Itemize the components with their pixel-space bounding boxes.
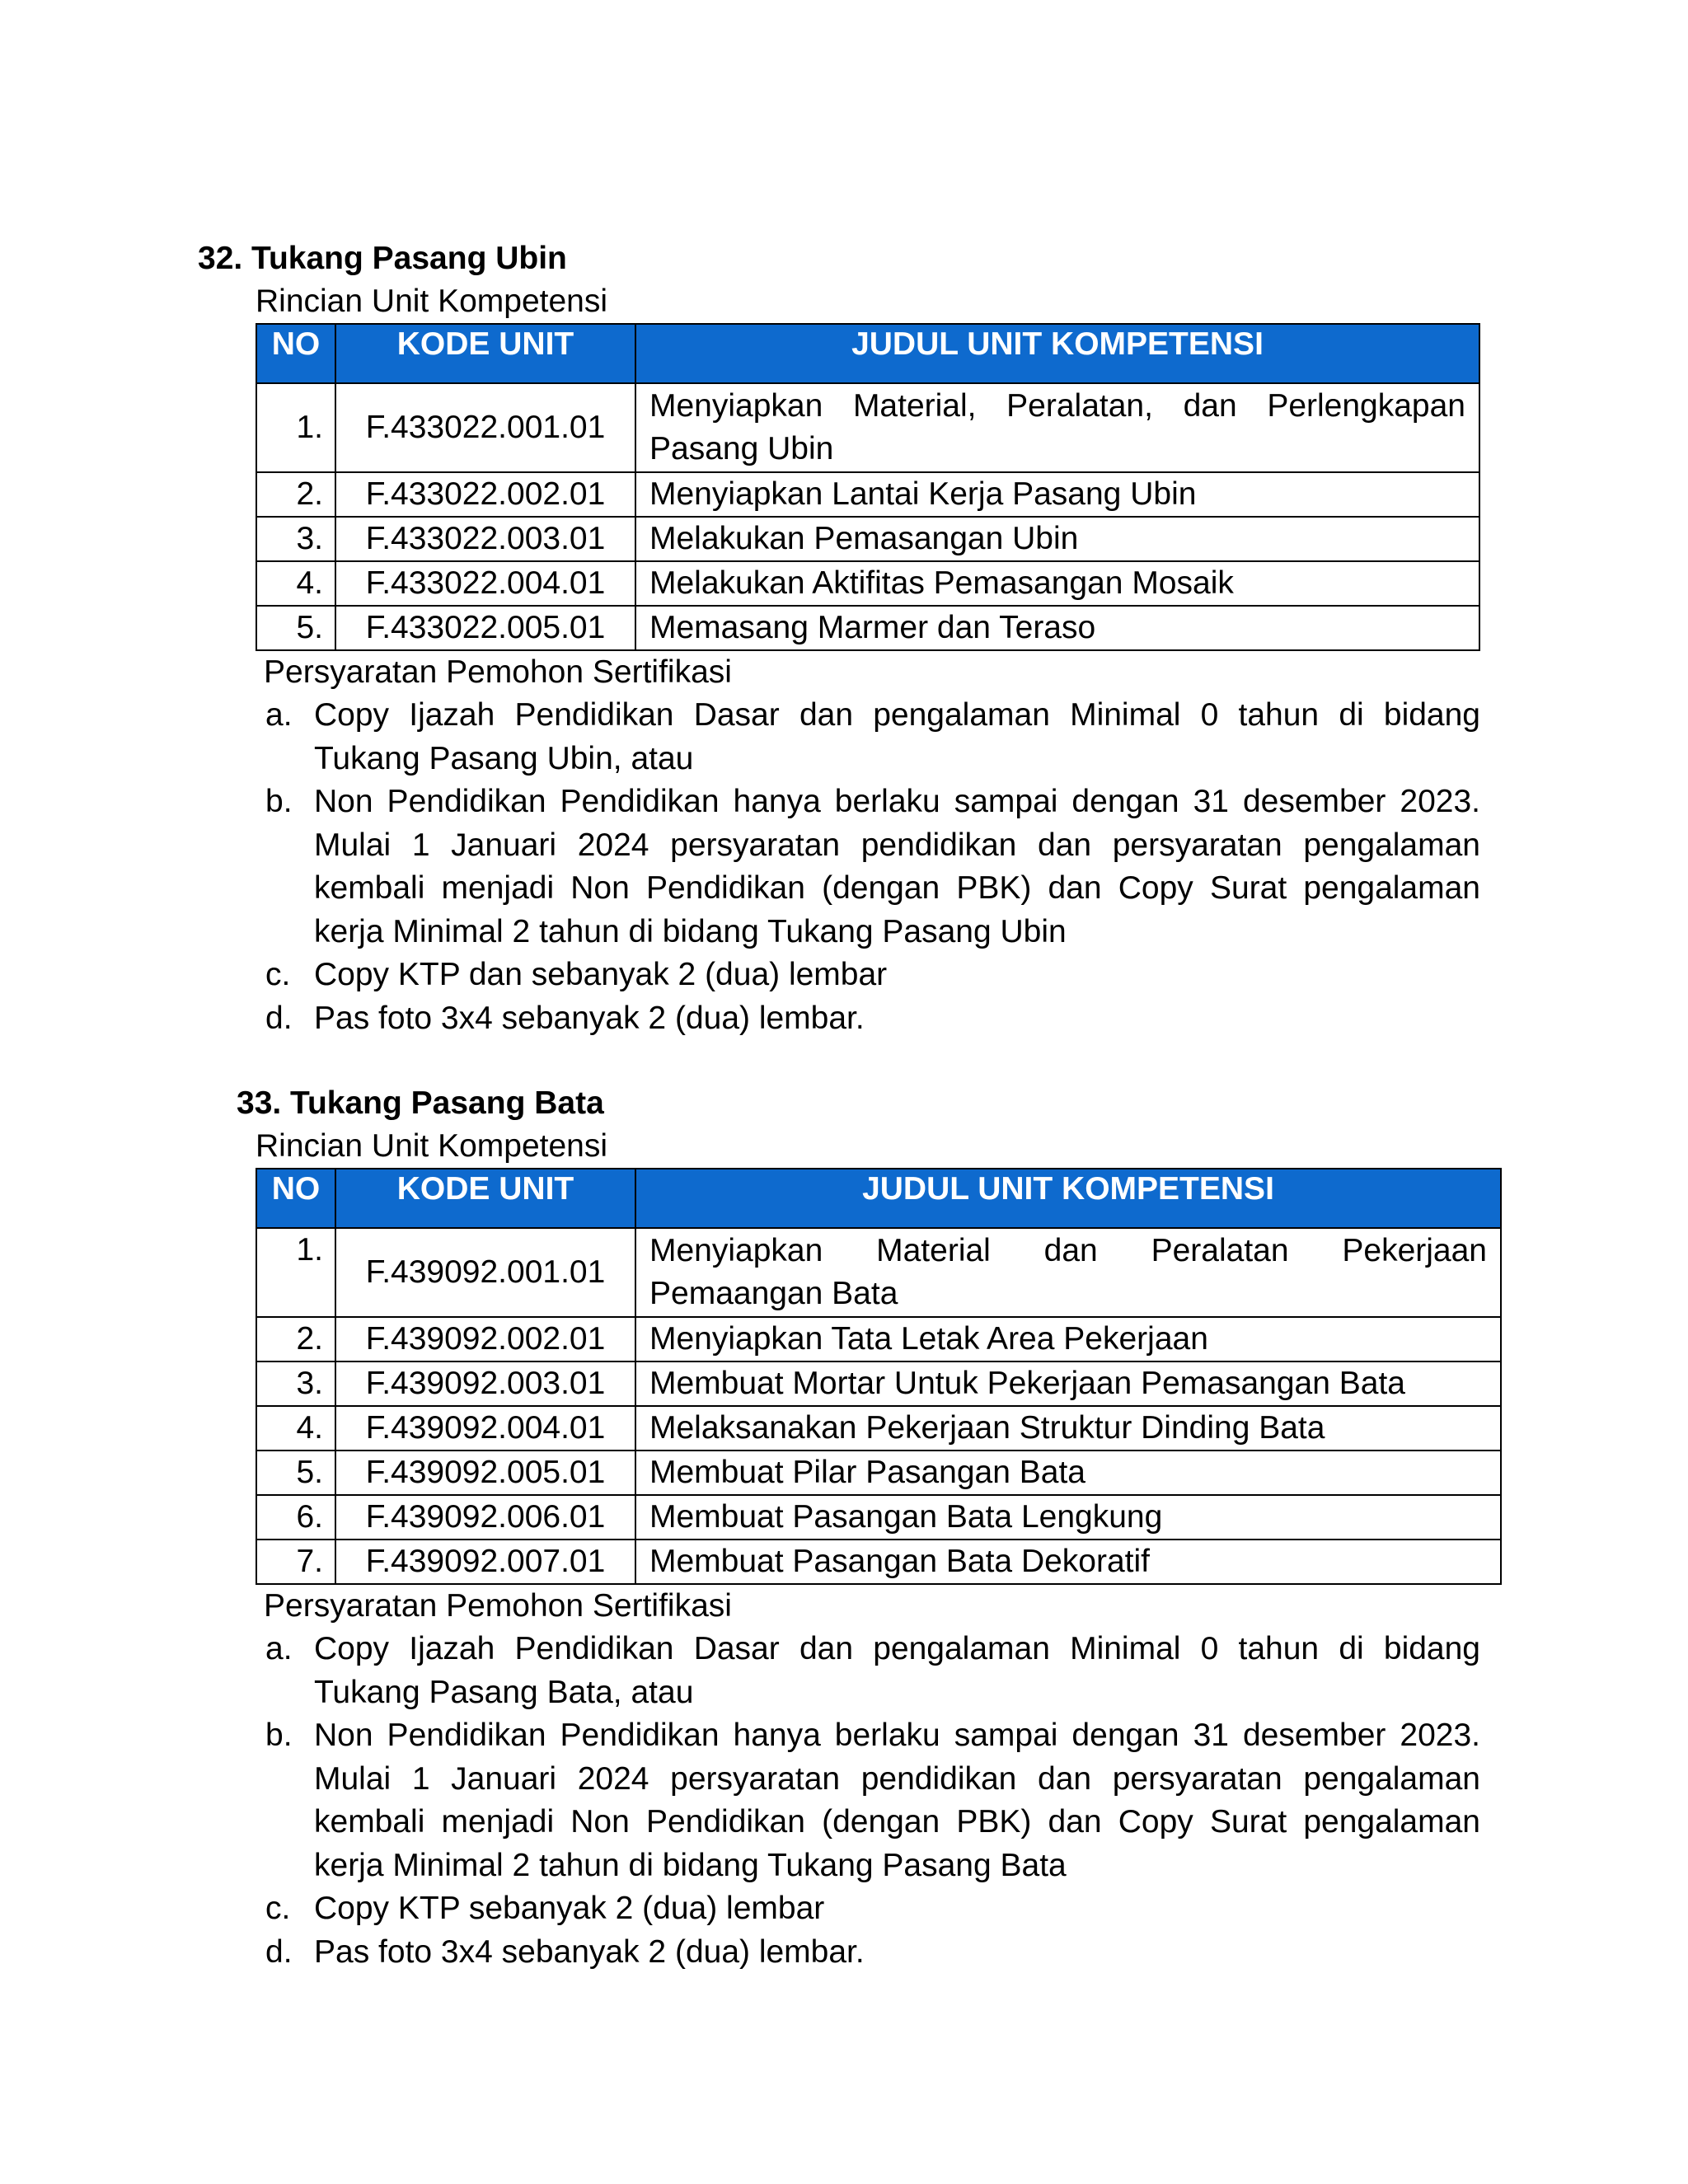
header-kode-unit: KODE UNIT [335, 1169, 635, 1228]
cell-judul: Melakukan Aktifitas Pemasangan Mosaik [635, 561, 1479, 606]
cell-kode: F.433022.001.01 [335, 383, 635, 472]
cell-judul: Menyiapkan Material, Peralatan, dan Perlengkapan Pasang Ubin [635, 383, 1479, 472]
cell-kode: F.433022.003.01 [335, 517, 635, 561]
list-item-text: Copy KTP sebanyak 2 (dua) lembar [314, 1891, 825, 1926]
header-no: NO [256, 1169, 335, 1228]
section-subtitle: Rincian Unit Kompetensi [256, 284, 608, 319]
list-item-text: Copy KTP dan sebanyak 2 (dua) lembar [314, 957, 888, 992]
cell-no: 1. [256, 383, 335, 472]
list-item-label: c. [265, 957, 291, 992]
list-item-text: Pas foto 3x4 sebanyak 2 (dua) lembar. [314, 1000, 865, 1036]
list-item-text: Non Pendidikan Pendidikan hanya berlaku sampai dengan 31 desember 2023. Mulai 1 Januari 2024 persyaratan pendidikan dan persyaratan pengalaman kembali menjadi Non Pendidikan (dengan PBK) dan Copy Surat pengalaman kerja Minimal 2 tahun di bidang Tukang Pasang Bata [314, 1718, 1480, 1883]
cell-judul: Membuat Pasangan Bata Lengkung [635, 1495, 1501, 1540]
section-subtitle: Rincian Unit Kompetensi [256, 1128, 608, 1164]
cell-no: 3. [256, 1361, 335, 1406]
cell-kode: F.439092.001.01 [335, 1228, 635, 1317]
section-tukang-pasang-bata [0, 1082, 1688, 1974]
table-header-row [256, 324, 1479, 383]
table-row [256, 1317, 1501, 1361]
list-item [0, 954, 1480, 997]
cell-kode: F.439092.002.01 [335, 1317, 635, 1361]
table-row [256, 1540, 1501, 1584]
table-row [256, 1406, 1501, 1451]
cell-judul: Membuat Pilar Pasangan Bata [635, 1451, 1501, 1495]
table-row [256, 517, 1479, 561]
table-row [256, 1228, 1501, 1317]
cell-no: 2. [256, 472, 335, 517]
list-item [0, 1931, 1480, 1975]
section-title: 32. Tukang Pasang Ubin [198, 241, 567, 276]
table-row [256, 561, 1479, 606]
table-header-row [256, 1169, 1501, 1228]
cell-judul: Melaksanakan Pekerjaan Struktur Dinding Bata [635, 1406, 1501, 1451]
cell-judul: Menyiapkan Lantai Kerja Pasang Ubin [635, 472, 1479, 517]
cell-kode: F.433022.002.01 [335, 472, 635, 517]
list-item-text: Pas foto 3x4 sebanyak 2 (dua) lembar. [314, 1933, 865, 1970]
list-item-label: d. [265, 1933, 293, 1970]
cell-judul: Menyiapkan Tata Letak Area Pekerjaan [635, 1317, 1501, 1361]
header-kode-unit: KODE UNIT [335, 324, 635, 383]
list-item-label: d. [265, 1000, 293, 1036]
section-tukang-pasang-ubin [0, 237, 1688, 1040]
list-item-label: b. [265, 1718, 293, 1753]
list-item-text: Copy Ijazah Pendidikan Dasar dan pengalaman Minimal 0 tahun di bidang Tukang Pasang Bata, atau [314, 1631, 1480, 1710]
list-item [0, 780, 1480, 954]
header-no: NO [256, 324, 335, 383]
requirements-list [0, 694, 1688, 1040]
cell-kode: F.433022.004.01 [335, 561, 635, 606]
header-judul-unit: JUDUL UNIT KOMPETENSI [635, 1169, 1501, 1228]
cell-no: 2. [256, 1317, 335, 1361]
list-item-text: Non Pendidikan Pendidikan hanya berlaku sampai dengan 31 desember 2023. Mulai 1 Januari 2024 persyaratan pendidikan dan persyaratan pengalaman kembali menjadi Non Pendidikan (dengan PBK) dan Copy Surat pengalaman kerja Minimal 2 tahun di bidang Tukang Pasang Ubin [314, 784, 1480, 949]
table-row [256, 383, 1479, 472]
unit-kompetensi-table [256, 323, 1480, 651]
list-item-label: a. [265, 697, 293, 733]
header-judul-unit: JUDUL UNIT KOMPETENSI [635, 324, 1479, 383]
cell-no: 4. [256, 1406, 335, 1451]
list-item-label: c. [265, 1891, 291, 1926]
table-row [256, 472, 1479, 517]
section-title: 33. Tukang Pasang Bata [237, 1085, 604, 1121]
cell-no: 1. [256, 1228, 335, 1317]
table-row [256, 606, 1479, 650]
cell-no: 5. [256, 1451, 335, 1495]
list-item [0, 1714, 1480, 1887]
cell-no: 3. [256, 517, 335, 561]
requirements-title: Persyaratan Pemohon Sertifikasi [264, 654, 732, 690]
requirements-list [0, 1628, 1688, 1974]
unit-kompetensi-table [256, 1168, 1502, 1585]
list-item-text: Copy Ijazah Pendidikan Dasar dan pengalaman Minimal 0 tahun di bidang Tukang Pasang Ubin, atau [314, 697, 1480, 776]
cell-no: 5. [256, 606, 335, 650]
cell-no: 7. [256, 1540, 335, 1584]
cell-judul: Membuat Mortar Untuk Pekerjaan Pemasangan Bata [635, 1361, 1501, 1406]
cell-kode: F.439092.007.01 [335, 1540, 635, 1584]
requirements-title: Persyaratan Pemohon Sertifikasi [264, 1588, 732, 1624]
table-row [256, 1451, 1501, 1495]
cell-judul: Membuat Pasangan Bata Dekoratif [635, 1540, 1501, 1584]
list-item [0, 997, 1480, 1041]
cell-judul: Menyiapkan Material dan Peralatan Pekerjaan Pemaangan Bata [635, 1228, 1501, 1317]
cell-judul: Melakukan Pemasangan Ubin [635, 517, 1479, 561]
cell-kode: F.439092.003.01 [335, 1361, 635, 1406]
cell-no: 6. [256, 1495, 335, 1540]
cell-kode: F.433022.005.01 [335, 606, 635, 650]
cell-judul: Memasang Marmer dan Teraso [635, 606, 1479, 650]
table-row [256, 1495, 1501, 1540]
cell-no: 4. [256, 561, 335, 606]
list-item [0, 1887, 1480, 1931]
cell-kode: F.439092.005.01 [335, 1451, 635, 1495]
list-item-label: b. [265, 784, 293, 819]
table-row [256, 1361, 1501, 1406]
list-item [0, 694, 1480, 780]
cell-kode: F.439092.006.01 [335, 1495, 635, 1540]
list-item-label: a. [265, 1631, 293, 1666]
cell-kode: F.439092.004.01 [335, 1406, 635, 1451]
list-item [0, 1628, 1480, 1714]
